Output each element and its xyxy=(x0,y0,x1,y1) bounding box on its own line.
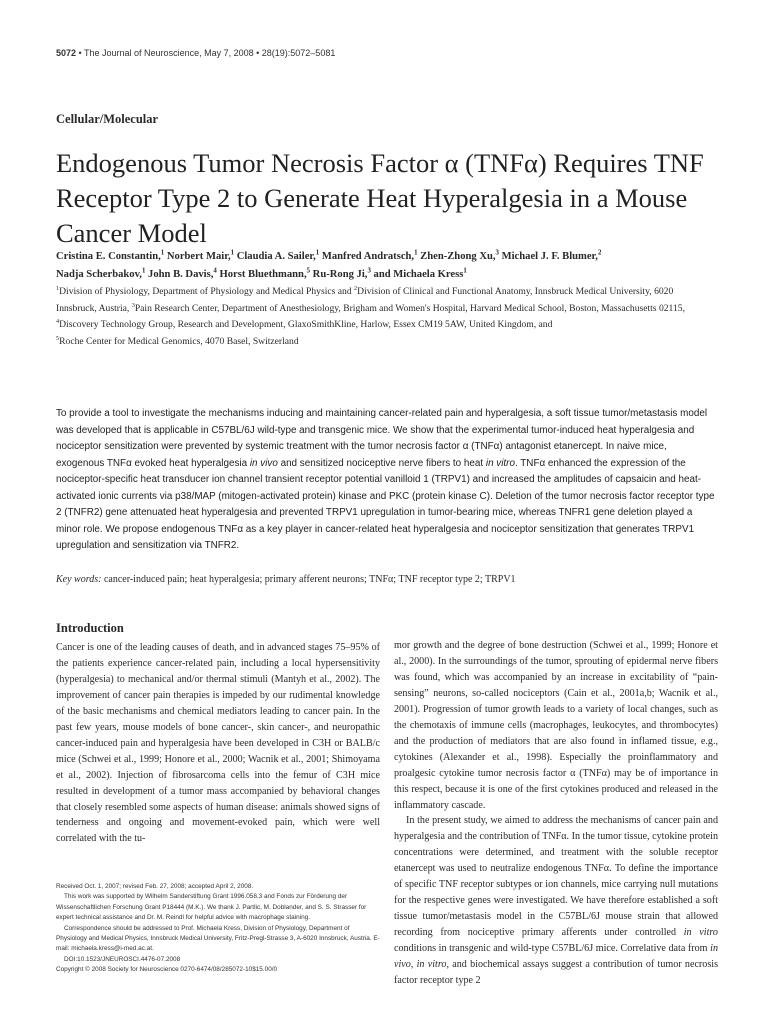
journal-citation: • The Journal of Neuroscience, May 7, 2008 • 28(19):5072–5081 xyxy=(76,48,336,58)
author: Claudia A. Sailer,$^1$ xyxy=(234,249,320,262)
affiliation: $^5$Roche Center for Medical Genomics, 4070 Basel, Switzerland xyxy=(56,334,299,347)
article-title: Endogenous Tumor Necrosis Factor α (TNFα) Requires TNF Receptor Type 2 to Generate Heat Hyperalgesia in a Mouse Cancer Model xyxy=(56,148,704,248)
abstract: To provide a tool to investigate the mechanisms inducing and maintaining cancer-related pain and hyperalgesia, a soft tissue tumor/metastasis model was developed that is applicable in C57BL/6J wild-type and transgenic mice. We show that the experimental tumor-induced heat hyperalgesia and nociceptor sensitization were prevented by systemic treatment with the tumor necrosis factor α (TNFα) antagonist etanercept. In naive mice, exogenous TNFα evoked heat hyperalgesia in vivo and sensitized nociceptive nerve fibers to heat in vitro. TNFα enhanced the expression of the nociceptor-specific heat transducer ion channel transient receptor potential vanilloid 1 (TRPV1) and increased the amplitudes of capsaicin and heat-activated ionic currents via p38/MAP (mitogen-activated protein) kinase and PKC (protein kinase C). Deletion of the tumor necrosis factor receptor type 2 (TNFR2) gene attenuated heat hyperalgesia and prevented TRPV1 upregulation in tumor-bearing mice, whereas TNFR1 gene deletion played a minor role. We propose endogenous TNFα as a key player in cancer-related heat hyperalgesia and nociceptor sensitization that generates TRPV1 upregulation and sensitization via TNFR2. xyxy=(56,408,715,551)
intro-paragraph: Cancer is one of the leading causes of death, and in advanced stages 75–95% of the patients experience cancer-related pain, including a local hypersensitivity (hyperalgesia) to mechanical and/or thermal stimuli (Mantyh et al., 2002). The improvement of cancer pain therapies is impeded by our rudimental knowledge of the basic mechanisms and chemical mediators leading to cancer pain. In the past few years, mouse models of bone cancer-, skin cancer-, and neuropathic cancer-induced pain and hyperalgesia have been developed in C3H or BALB/c mice (Schwei et al., 1999; Honore et al., 2000; Wacnik et al., 2001; Shimoyama et al., 2002). Injection of fibrosarcoma cells into the femur of C3H mice resulted in development of a tumor mass accompanied by behavioral changes that closely resembled some aspects of human disease: animals showed signs of tenderness and ongoing and movement-evoked pain, which were well correlated with the tu- xyxy=(56,642,380,845)
affiliations xyxy=(56,284,716,350)
intro-paragraph: In the present study, we aimed to address the mechanisms of cancer pain and hyperalgesia and the contribution of TNFα. In the tumor tissue, cytokine protein concentrations were determined, and treatment with the soluble receptor etanercept was used to neutralize endogenous TNFα. To define the importance of specific TNF receptor subtypes or ion channels, mice carrying null mutations for the respective genes were investigated. We have therefore established a soft tissue tumor/metastasis model in the C57BL/6J mouse strain that allowed recording from nociceptive primary afferents under controlled in vitro conditions in transgenic and wild-type C57BL/6J mice. Correlative data from in vivo, in vitro, and biochemical assays suggest a contribution of tumor necrosis factor receptor type 2 xyxy=(394,815,718,987)
footnote-dates: Received Oct. 1, 2007; revised Feb. 27, 2008; accepted April 2, 2008. xyxy=(56,883,254,890)
author: Michael J. F. Blumer,$^2$ xyxy=(498,249,602,262)
author: Zhen-Zhong Xu,$^3$ xyxy=(417,249,499,262)
author: and Michaela Kress$^1$ xyxy=(370,267,467,280)
author: Ru-Rong Ji,$^3$ xyxy=(310,267,371,280)
body-column-right xyxy=(394,638,718,989)
affiliation: $^4$Discovery Technology Group, Research and Development, GlaxoSmithKline, Harlow, Essex CM19 5AW, United Kingdom, and xyxy=(56,317,553,330)
intro-paragraph: mor growth and the degree of bone destruction (Schwei et al., 1999; Honore et al., 2000). In the surroundings of the tumor, sprouting of epidermal nerve fibers was found, which was accompanied by an increase in excitability of “pain-sensing” neurons, so-called nociceptors (Cain et al., 2001a,b; Wacnik et al., 2001). Progression of tumor growth leads to a variety of local changes, such as the chemotaxis of immune cells (macrophages, leukocytes, and thrombocytes) and the production of mediators that are also found in inflamed tissue, e.g., cytokines (Alexander et al., 1998). Especially the proinflammatory and proalgesic cytokine tumor necrosis factor α (TNFα) may be of importance in this respect, because it is one of the first cytokines produced and released in the inflammatory cascade. xyxy=(394,640,718,811)
footnote-correspondence: Correspondence should be addressed to Prof. Michaela Kress, Division of Physiology, Department of Physiology and Medical Physics, Innsbruck Medical University, Fritz-Pregl-Strasse 3, A-6020 Innsbruck, Austria. E-mail: michaela.kress@i-med.ac.at. xyxy=(56,924,380,953)
affiliation: $^1$Division of Physiology, Department of Physiology and Medical Physics and xyxy=(56,284,355,297)
author: Manfred Andratsch,$^1$ xyxy=(319,249,418,262)
body-column-left xyxy=(56,620,380,847)
page-number: 5072 xyxy=(56,48,77,58)
footnotes xyxy=(56,882,380,976)
author: John B. Davis,$^4$ xyxy=(145,267,217,280)
author: Nadja Scherbakov,$^1$ xyxy=(56,267,146,280)
keywords-label: Key words: xyxy=(56,574,102,585)
affiliation: $^2$Division of Clinical and Functional Anatomy, Innsbruck Medical University, 6020 Innsbruck, Austria, xyxy=(56,284,674,314)
author: Norbert Mair,$^1$ xyxy=(164,249,235,262)
author-list xyxy=(56,248,716,284)
affiliation: $^3$Pain Research Center, Department of Anesthesiology, Brigham and Women's Hospital, Harvard Medical School, Boston, Massachusetts 02115, xyxy=(131,301,685,314)
footnote-funding: This work was supported by Wilhelm Sanderstiftung Grant 1996.058.3 and Fonds zur Förderung der Wissenschaftlichen Forschung Grant P18444 (M.K.). We thank J. Partlic, M. Doblander, and S. S. Strasser for expert technical assistance and Dr. M. Reindl for helpful advice with macrophage staining. xyxy=(56,893,367,922)
section-label: Cellular/Molecular xyxy=(56,112,159,126)
running-head xyxy=(56,48,335,58)
keywords xyxy=(56,572,716,587)
author: Horst Bluethmann,$^5$ xyxy=(216,267,311,280)
section-heading-introduction: Introduction xyxy=(56,621,124,635)
footnote-copyright: Copyright © 2008 Society for Neuroscience 0270-6474/08/285072-10$15.00/0 xyxy=(56,966,278,974)
keywords-list: cancer-induced pain; heat hyperalgesia; primary afferent neurons; TNFα; TNF receptor type 2; TRPV1 xyxy=(101,574,516,585)
footnote-doi: DOI:10.1523/JNEUROSCI.4476-07.2008 xyxy=(64,955,181,963)
author: Cristina E. Constantin,$^1$ xyxy=(56,249,165,262)
